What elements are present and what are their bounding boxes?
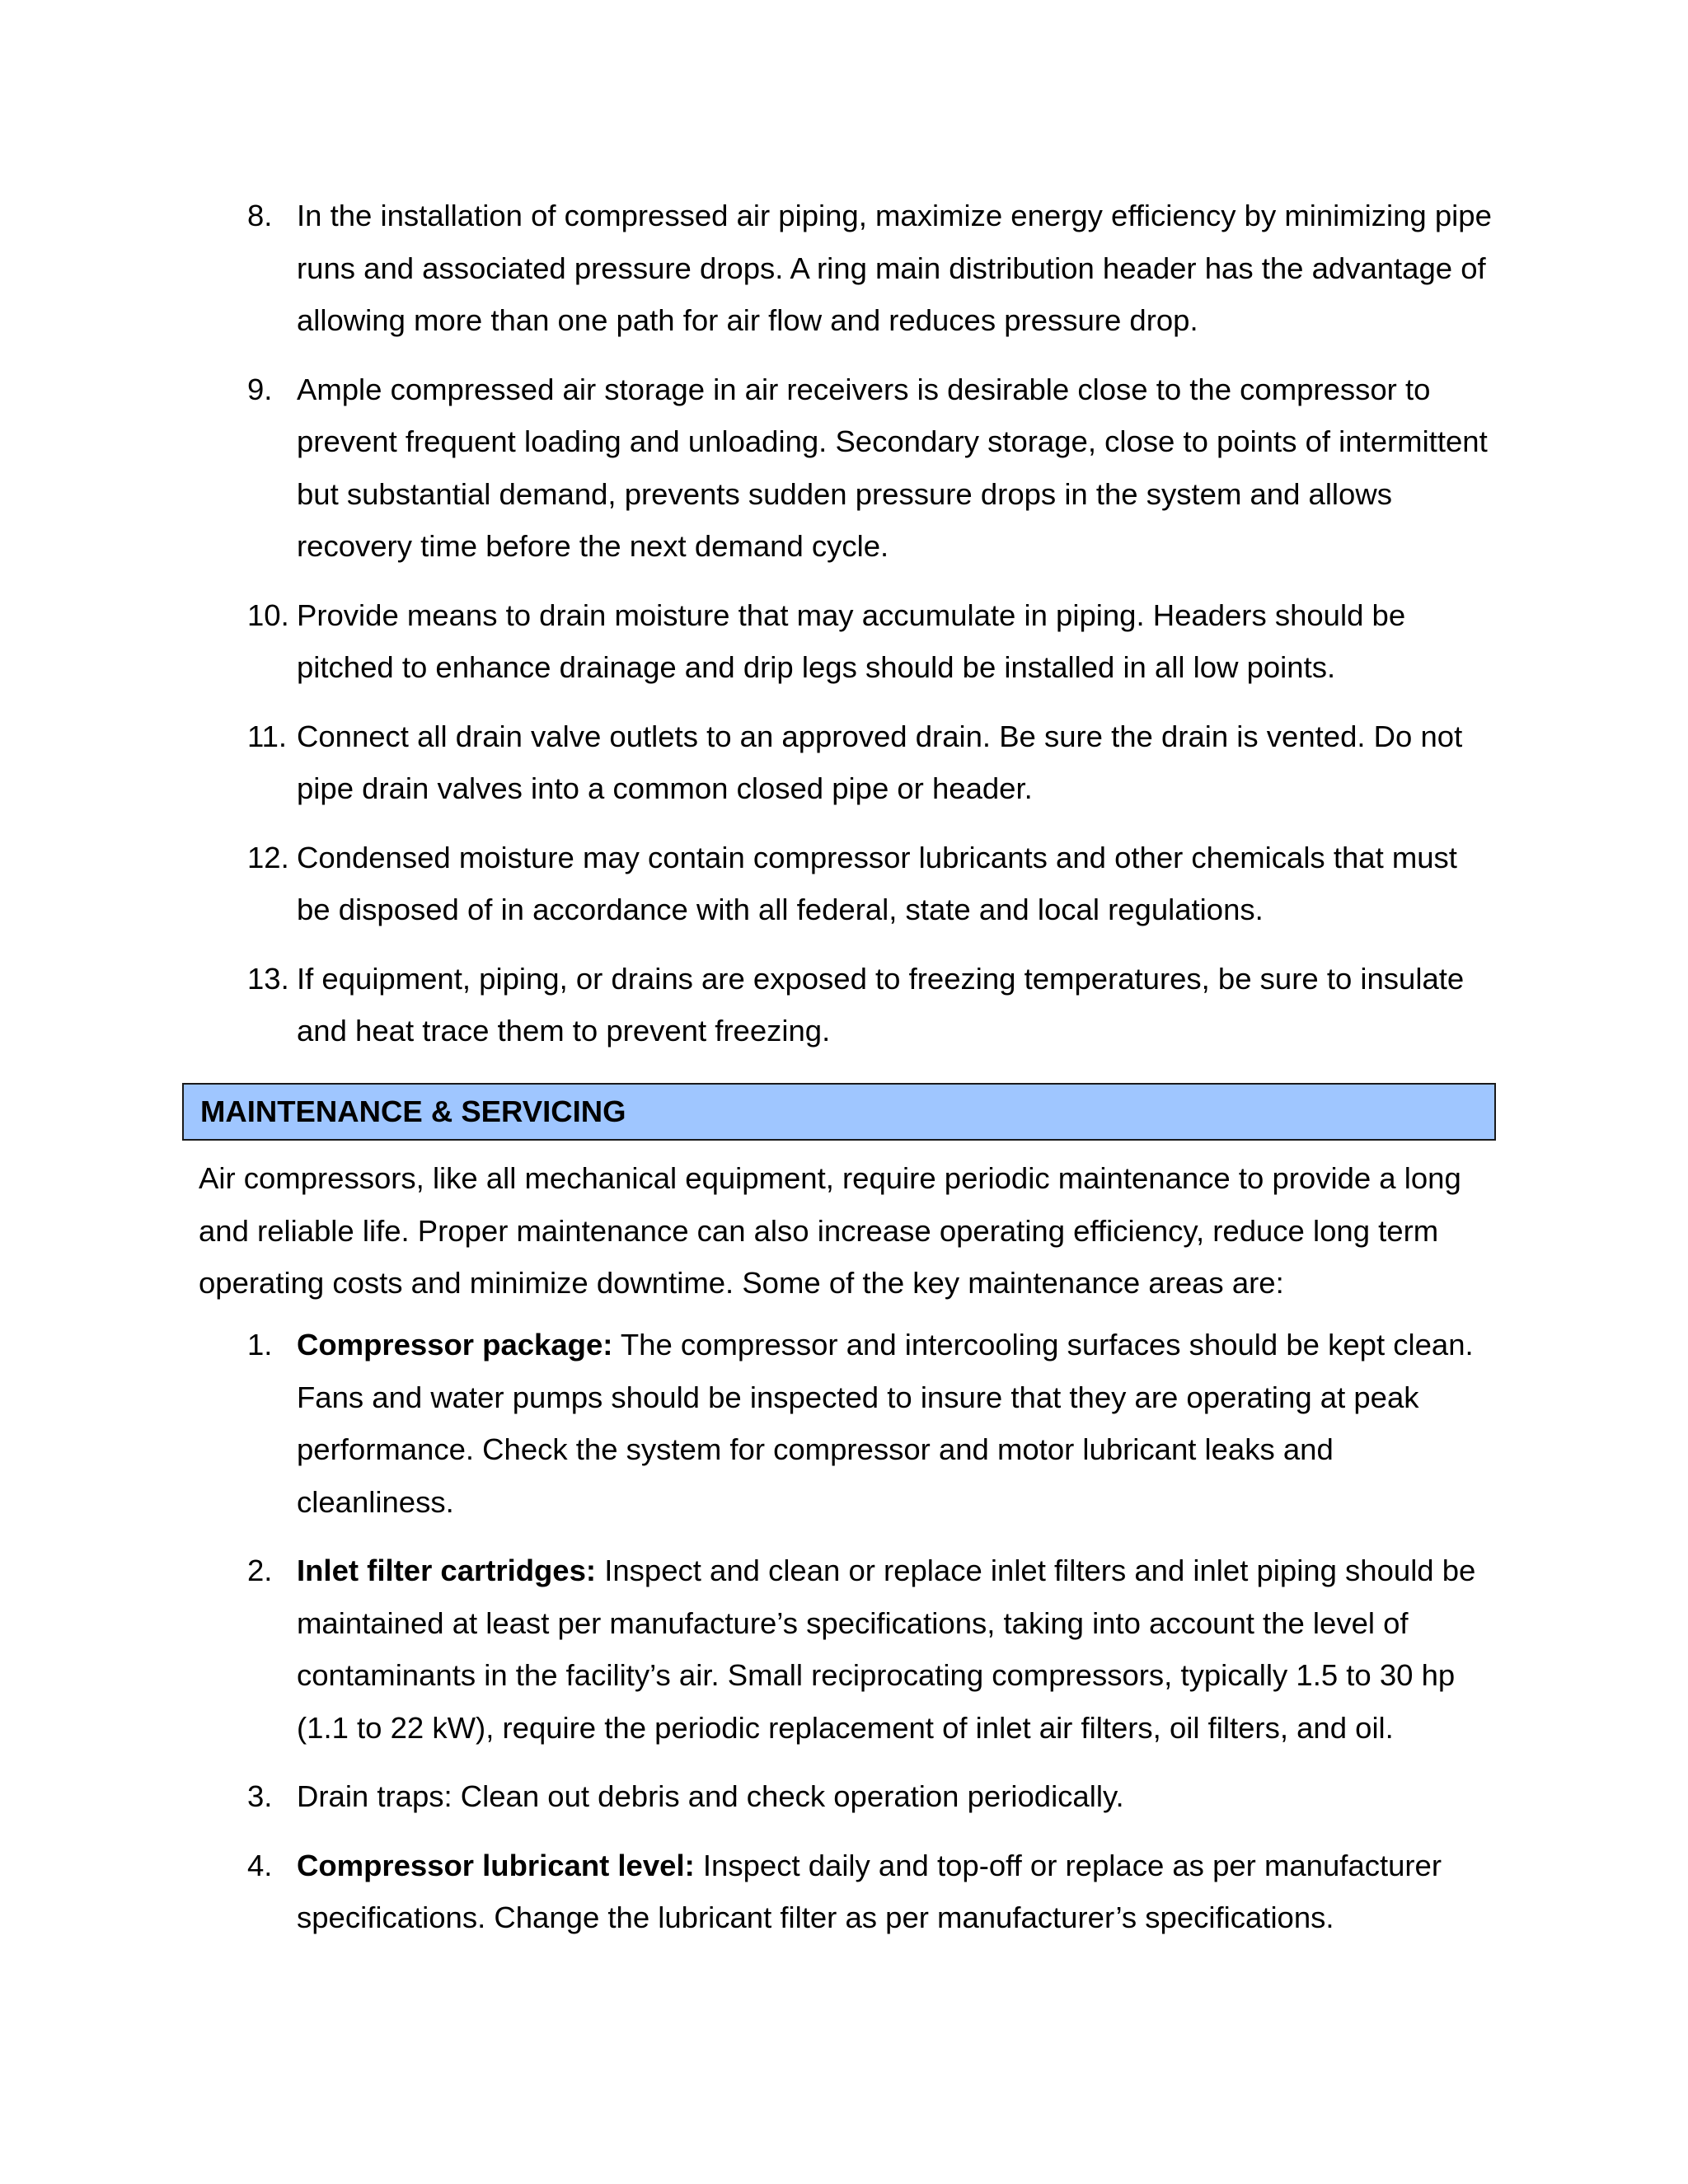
item-text: Provide means to drain moisture that may accumulate in piping. Headers should be pitched to enhance drainage and drip legs should be installed in all low points. [297,598,1406,684]
item-text: If equipment, piping, or drains are exposed to freezing temperatures, be sure to insulate and heat trace them to prevent freezing. [297,961,1465,1047]
item-number: 11. [247,719,288,753]
list-item [198,190,1492,347]
list-item [198,710,1492,815]
item-text: The compressor and intercooling surfaces should be kept clean. Fans and water pumps should be inspected to insure that they are operating at peak performance. Check the system for compressor and motor lubricant leaks and cleanliness. [297,1328,1474,1519]
maintenance-list [198,1319,1492,1961]
item-number: 10. [247,598,289,632]
item-lead: Inlet filter cartridges: [297,1554,597,1587]
list-item [198,1319,1492,1528]
item-number: 3. [247,1779,273,1813]
list-item [198,832,1492,936]
item-number: 2. [247,1554,273,1587]
item-number: 12. [247,840,289,874]
item-lead: Compressor package: [297,1328,613,1361]
item-text: In the installation of compressed air piping, maximize energy efficiency by minimizing pipe runs and associated pressure drops. A ring main distribution header has the advantage of allowing more than one path for air flow and reduces pressure drop. [297,199,1492,337]
item-number: 13. [247,961,289,996]
item-number: 9. [247,372,273,406]
item-text: Connect all drain valve outlets to an approved drain. Be sure the drain is vented. Do not pipe drain valves into a common closed pipe or header. [297,719,1463,805]
item-lead: Compressor lubricant level: [297,1848,695,1882]
item-number: 8. [247,199,273,232]
item-text: Condensed moisture may contain compressor lubricants and other chemicals that must be disposed of in accordance with all federal, state and local regulations. [297,840,1457,926]
section-header: MAINTENANCE & SERVICING [182,1083,1496,1141]
item-text: Drain traps: Clean out debris and check operation periodically. [297,1779,1124,1813]
list-item [198,1770,1492,1823]
item-number: 1. [247,1328,273,1361]
item-text: Ample compressed air storage in air receivers is desirable close to the compressor to prevent frequent loading and unloading. Secondary storage, close to points of intermittent but substantial demand, prevents sudden pressure drops in the system and allows recovery time before the next demand cycle. [297,372,1488,563]
item-text: Inspect daily and top-off or replace as per manufacturer specifications. Change the lubricant filter as per manufacturer’s specifications. [297,1848,1442,1934]
list-item [198,953,1492,1057]
installation-list [198,190,1492,1074]
list-item [198,1840,1492,1944]
section-intro: Air compressors, like all mechanical equipment, require periodic maintenance to provide a long and reliable life. Proper maintenance can also increase operating efficiency, reduce long term operating costs and minimize downtime. Some of the key maintenance areas are: [199,1161,1461,1300]
item-text: Inspect and clean or replace inlet filters and inlet piping should be maintained at least per manufacture’s specifications, taking into account the level of contaminants in the facility’s air. Small reciprocating compressors, typically 1.5 to 30 hp (1.1 to 22 kW), require the periodic replacement of inlet air filters, oil filters, and oil. [297,1554,1476,1745]
list-item [198,589,1492,694]
list-item [198,1544,1492,1754]
list-item [198,363,1492,573]
item-number: 4. [247,1848,273,1882]
